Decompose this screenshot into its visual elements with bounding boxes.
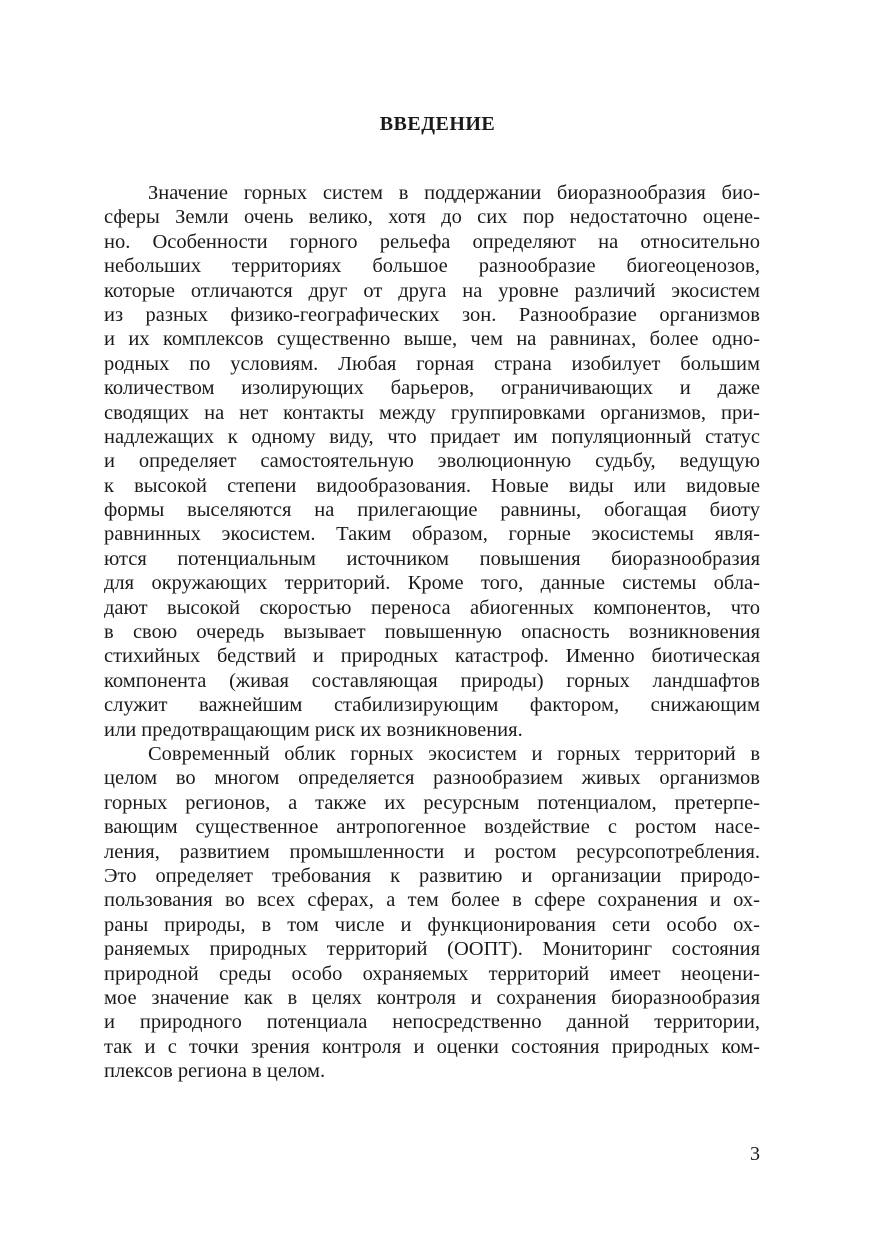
text-line: раняемых природных территорий (ООПТ). Мониторинг состояния [104,938,760,961]
text-line: ются потенциальным источником повышения биоразнообразия [104,547,760,570]
text-line: сферы Земли очень велико, хотя до сих пор недостаточно оцене- [104,206,760,229]
text-line: Современный облик горных экосистем и горных территорий в [148,742,760,765]
body-text [104,181,760,1083]
text-line: родных по условиям. Любая горная страна изобилует большим [104,352,760,375]
text-line: надлежащих к одному виду, что придает им популяционный статус [104,425,760,448]
text-line: в свою очередь вызывает повышенную опасность возникновения [104,621,760,644]
text-line: и их комплексов существенно выше, чем на равнинах, более одно- [104,328,760,351]
text-line: пользования во всех сферах, а тем более в сфере сохранения и ох- [104,889,760,912]
text-line: и природного потенциала непосредственно данной территории, [104,1011,760,1034]
text-line: количеством изолирующих барьеров, ограничивающих и даже [104,377,760,400]
text-line: но. Особенности горного рельефа определяют на относительно [104,230,760,253]
text-line: которые отличаются друг от друга на уровне различий экосистем [104,279,760,302]
text-line: плексов региона в целом. [104,1060,326,1083]
text-line: небольших территориях большое разнообразие биогеоценозов, [104,255,760,278]
text-line: к высокой степени видообразования. Новые виды или видовые [104,474,760,497]
text-line: для окружающих территорий. Кроме того, данные системы обла- [104,572,760,595]
text-line: вающим существенное антропогенное воздействие с ростом насе- [104,816,760,839]
text-line: формы выселяются на прилегающие равнины, обогащая биоту [104,499,760,522]
text-line: так и с точки зрения контроля и оценки состояния природных ком- [104,1035,760,1058]
text-line: сводящих на нет контакты между группировками организмов, при- [104,401,760,424]
text-line: стихийных бедствий и природных катастроф. Именно биотическая [104,645,760,668]
paragraph-1 [104,181,760,742]
text-line: раны природы, в том числе и функционирования сети особо ох- [104,913,760,936]
text-line: Это определяет требования к развитию и организации природо- [104,864,760,887]
text-line: компонента (живая составляющая природы) горных ландшафтов [104,669,760,692]
page-title: ВВЕДЕНИЕ [379,113,496,135]
text-line: дают высокой скоростью переноса абиогенных компонентов, что [104,596,760,619]
text-line: Значение горных систем в поддержании биоразнообразия био- [148,182,760,204]
text-line: и определяет самостоятельную эволюционную судьбу, ведущую [104,450,760,473]
text-line: целом во многом определяется разнообразием живых организмов [104,767,760,790]
text-line: служит важнейшим стабилизирующим фактором, снижающим [104,694,760,717]
text-line: или предотвращающим риск их возникновения. [104,718,523,741]
text-line: ления, развитием промышленности и ростом ресурсопотребления. [104,840,760,863]
text-line: из разных физико-географических зон. Разнообразие организмов [104,303,760,326]
text-line: мое значение как в целях контроля и сохранения биоразнообразия [104,986,760,1009]
page-number: 3 [750,1143,760,1165]
text-line: горных регионов, а также их ресурсным потенциалом, претерпе- [104,791,760,814]
text-line: природной среды особо охраняемых территорий имеет неоцени- [104,962,760,985]
text-line: равнинных экосистем. Таким образом, горные экосистемы явля- [104,523,760,546]
paragraph-2 [104,742,760,1083]
